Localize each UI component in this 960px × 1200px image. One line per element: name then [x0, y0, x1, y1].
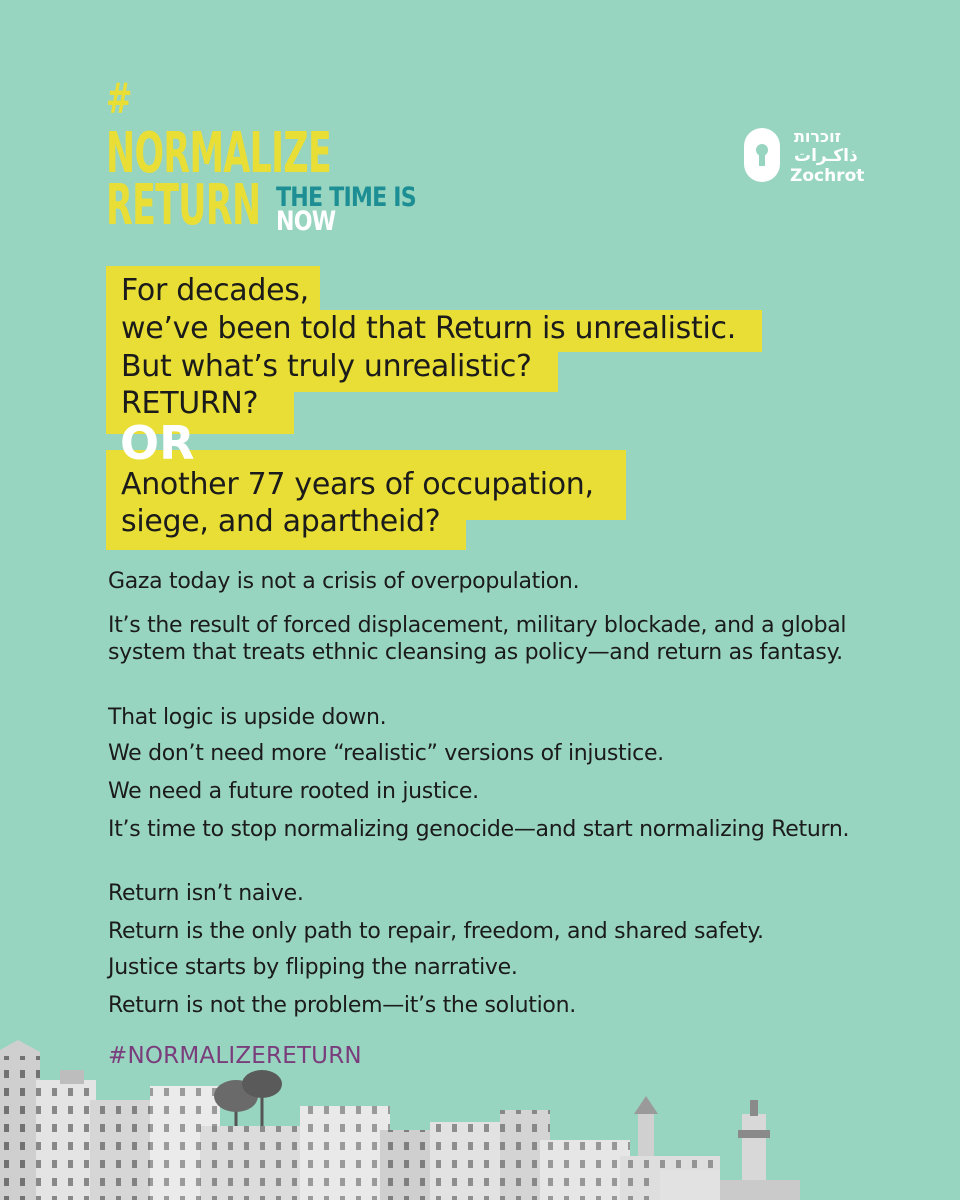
title-hash: #: [106, 74, 132, 123]
body-paragraph: Return is not the problem—it’s the solution.: [108, 993, 576, 1018]
hashtag[interactable]: #NORMALIZERETURN: [108, 1043, 362, 1069]
body-paragraph: Return is the only path to repair, freedom, and shared safety.: [108, 919, 764, 944]
highlight-line-3: But what’s truly unrealistic?: [121, 349, 532, 384]
body-paragraph: Return isn’t naive.: [108, 881, 304, 906]
city-skyline-illustration: [0, 1030, 960, 1200]
tagline-now: NOW: [276, 206, 336, 237]
zochrot-logo[interactable]: [744, 126, 864, 186]
title-normalize: NORMALIZE: [106, 121, 332, 186]
or-word: OR: [120, 416, 195, 470]
highlight-line-1: For decades,: [121, 273, 309, 308]
body-paragraph: Gaza today is not a crisis of overpopulation.: [108, 569, 580, 594]
keyhole-icon: [744, 128, 780, 182]
highlight-line-4: RETURN?: [121, 386, 259, 421]
logo-arabic-text: ذاكـرات: [794, 146, 858, 166]
title-return: RETURN: [106, 173, 261, 238]
tagline-the-time-is: THE TIME IS: [276, 182, 416, 213]
highlight-line-2: we’ve been told that Return is unrealistic.: [121, 311, 736, 346]
logo-english-text: Zochrot: [790, 166, 865, 186]
body-paragraph: It’s time to stop normalizing genocide—and start normalizing Return.: [108, 817, 850, 842]
body-paragraph: We don’t need more “realistic” versions of injustice.: [108, 741, 664, 766]
highlight-line-6: siege, and apartheid?: [121, 504, 441, 539]
body-paragraph: Justice starts by flipping the narrative.: [108, 955, 518, 980]
body-paragraph: We need a future rooted in justice.: [108, 779, 479, 804]
body-paragraph: It’s the result of forced displacement, military blockade, and a global system that treats ethnic cleansing as policy—and return as fantasy.: [108, 613, 847, 665]
highlight-line-5: Another 77 years of occupation,: [121, 467, 594, 502]
body-paragraph: That logic is upside down.: [108, 705, 387, 730]
logo-hebrew-text: זוכרות: [794, 127, 842, 146]
